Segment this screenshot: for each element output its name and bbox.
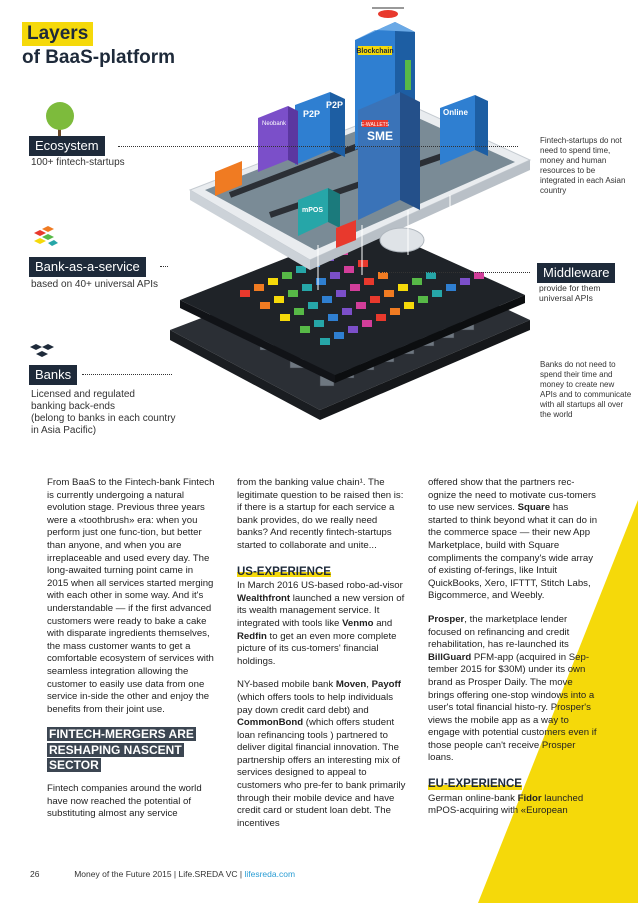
text-column-3 bbox=[428, 477, 600, 829]
col2-paragraph-2: In March 2016 US-based robo-ad-visor Wealthfront launched a new version of its wealth management service. It integrated with tools like Venmo and Redfin to get an even more complete picture of its cus-tomers' financial holdings. bbox=[237, 580, 405, 667]
title-line-2: of BaaS-platform bbox=[22, 47, 176, 68]
banks-sub: Licensed and regulated banking back-ends (belong to banks in each country in Asia Pacific) bbox=[31, 389, 176, 436]
page-number: 26 bbox=[30, 869, 40, 879]
building-sme bbox=[358, 92, 420, 220]
col3-paragraph-2: Prosper, the marketplace lender focused on refinancing and credit rehabilitation, has re-launched its BillGuard PFM-app (acquired in Sep-tember 2015 for $30M) under its own brand as Prosper Daily. The move brings offering one-stop windows into a user's total financial histo-ry. Prosper's views the mobile app as a way to engage with potential customers even if those people can't receive Prosper loans. bbox=[428, 613, 597, 764]
eu-experience-heading: EU-EXPERIENCE bbox=[428, 778, 522, 791]
col2-paragraph-1: from the banking value chain¹. The legitimate question to be raised then is: if there is a startup for each service a bank provides, do we really need banks? And recently fintech-startups started to collaborate and unite... bbox=[237, 477, 404, 551]
col2-paragraph-3: NY-based mobile bank Moven, Payoff (which offers tools to help individuals pay down credit card debt) and CommonBond (which offers student loan refinancing tools ) partnered to deliver digital financial innovation. The partnership offers an interesting mix of services designed to appeal to customers who pre-fer to bank primarily through their mobile device and have credit card or student loan debt. The incentives bbox=[237, 679, 406, 829]
sme-sign: SME bbox=[366, 129, 394, 143]
col1-paragraph-1: From BaaS to the Fintech-bank Fintech is currently undergoing a natural evolution stage. Previous three years were a «toothbrush» era: when you perform just one func-tion, but better than anyone, and when you are irreplaceable and used every day. The long-awaited turning point came in 2015 when all services started merging with each other in some way. And it's understandable — if the first advanced customers were ready to bake a cake with disparate ingredients themselves, the mass customer wants to get a comfortable ecosystem of services with seamless integration allowing the customer to easily use data from one service in-side the other and enjoy the benefits from their joint use. bbox=[47, 477, 215, 715]
banks-label: Banks bbox=[29, 365, 77, 385]
fintech-mergers-heading: FINTECH-MERGERS ARE RESHAPING NASCENT SECTOR bbox=[49, 727, 194, 773]
helicopter-icon bbox=[372, 8, 404, 18]
cubes-icon bbox=[30, 225, 58, 249]
footer-text: Money of the Future 2015 | Life.SREDA VC | bbox=[74, 869, 245, 879]
us-experience-heading: US-EXPERIENCE bbox=[237, 565, 331, 578]
footer-link[interactable]: lifesreda.com bbox=[244, 869, 296, 879]
ecosystem-sub: 100+ fintech-startups bbox=[31, 157, 125, 168]
p2p-sign-2: P2P bbox=[326, 100, 344, 110]
baas-label: Bank-as-a-service bbox=[29, 257, 146, 277]
ecosystem-label: Ecosystem bbox=[29, 136, 105, 156]
online-sign: Online bbox=[443, 108, 468, 117]
ecosystem-note: Fintech-startups do not need to spend time, money and human resources to be integrated in each Asian country bbox=[540, 136, 626, 195]
col3-paragraph-1: offered show that the partners rec-ognize the need to motivate cus-tomers to use new services. Square has started to think beyond what it can do in the commerce space — their new App Marketplace, build with Square compliments the company's wide array of existing of-ferings, like Intuit QuickBooks, Xero, IFTTT, Stitch Labs, Bigcommerce, and Weebly. bbox=[428, 477, 598, 602]
middleware-leader-line bbox=[380, 272, 530, 273]
banks-leader-line bbox=[82, 374, 172, 375]
footer bbox=[30, 869, 295, 879]
text-column-2 bbox=[237, 477, 409, 841]
middleware-sub: provide for them universal APIs bbox=[539, 283, 601, 303]
baas-sub: based on 40+ universal APIs bbox=[31, 279, 159, 290]
ecosystem-leader-line bbox=[118, 146, 518, 147]
mpos-sign: mPOS bbox=[302, 207, 324, 214]
title-line-1: Layers bbox=[22, 22, 93, 46]
p2p-sign-1: P2P bbox=[303, 109, 321, 119]
col1-paragraph-2: Fintech companies around the world have now reached the potential of substituting almost any service bbox=[47, 783, 202, 820]
baas-leader-line bbox=[160, 266, 168, 267]
col3-paragraph-3: German online-bank Fidor launched mPOS-acquiring with «European bbox=[428, 792, 584, 817]
blockchain-sign: Blockchain bbox=[356, 48, 394, 55]
middleware-label: Middleware bbox=[537, 263, 615, 283]
baas-layers-illustration bbox=[150, 0, 540, 450]
text-column-1 bbox=[47, 477, 217, 832]
ewallets-sign: E-WALLETS bbox=[360, 122, 390, 128]
neobank-sign: Neobank bbox=[262, 121, 287, 127]
banks-note: Banks do not need to spend their time and money to create new APIs and to communicate with all startups all over the world bbox=[540, 360, 632, 419]
blocks-icon bbox=[28, 340, 58, 362]
